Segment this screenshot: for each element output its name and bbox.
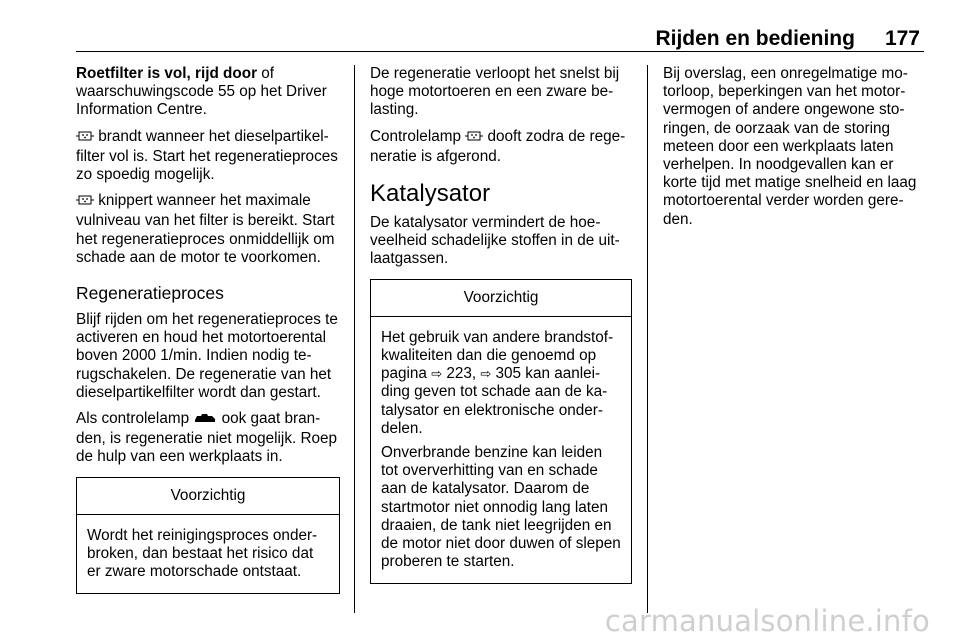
column-2 [370, 65, 632, 584]
header-divider [76, 51, 924, 52]
paragraph-lamp-flashing: knippert wanneer het maximale vulniveau van het filter is bereikt. Start het regeneratieproces onmiddellijk om schade aan de motor te voorkomen. [76, 192, 335, 266]
paragraph-misfire: Bij overslag, een onregelmatige motorloop, beperkingen van het motorvermogen of andere ongewone storingen, de oorzaak van de storing meteen door een werkplaats laten verhelpen. In noodgevallen kan er korte tijd met matige snelheid en laag motortoerental verder worden gereden. [663, 65, 917, 228]
message-text: Roetfilter is vol, rijd door [76, 65, 258, 82]
paragraph-filter-full: Roetfilter is vol, rijd door of waarschuwingscode 55 op het Driver Information Centre. [76, 65, 327, 119]
diesel-particulate-filter-icon [76, 129, 94, 148]
paragraph-engine-lamp: Als controlelamp ook gaat branden, is regeneratie niet mogelijk. Roep de hulp van een werkplaats in. [76, 410, 338, 466]
chapter-title: Rijden en bediening [655, 27, 855, 50]
caution-title: Voorzichtig [371, 280, 631, 317]
section-heading-regeneration: Regeneratieproces [76, 283, 224, 304]
column-3 [663, 65, 925, 237]
caution-box [370, 279, 632, 585]
caution-box [76, 477, 340, 595]
caution-body: Wordt het reinigingsproces onderbroken, dan bestaat het risico dat er zware motorschade ontstaat. [87, 526, 318, 581]
engine-check-icon [193, 411, 217, 430]
page-number: 177 [884, 27, 920, 50]
paragraph-lamp-off: Controlelamp dooft zodra de regeneratie is afgerond. [370, 127, 626, 165]
paragraph-regeneration-speed: De regeneratie verloopt het snelst bij hoge motortoeren en een zware belasting. [370, 65, 620, 119]
caution-body: Het gebruik van andere brandstofkwaliteiten dan die genoemd op pagina ⇨ 223, ⇨ 305 kan aanleiding geven tot schade aan de katalysator en elektronische onderdelen. Onverbrande benzine kan leiden tot oververhitting van en schade aan de katalysator. Daarom de startmotor niet onnodig lang laten draaien, de tank niet leegrijden en de motor niet door duwen of slepen proberen te starten. [381, 328, 621, 571]
page-reference-arrow-icon: ⇨ [431, 366, 443, 382]
paragraph-regeneration: Blijf rijden om het regeneratieproces te activeren en houd het motortoerental boven 2000 1/min. Indien nodig terugschakelen. De regeneratie van het dieselpartikelfilter wordt dan gestart. [76, 311, 338, 401]
caution-title: Voorzichtig [77, 478, 339, 515]
diesel-particulate-filter-icon [76, 193, 94, 212]
column-divider-2 [647, 65, 648, 613]
paragraph-lamp-on: brandt wanneer het dieselpartikelfilter vol is. Start het regeneratieproces zo spoedig mogelijk. [76, 127, 338, 184]
paragraph-catalyst: De katalysator vermindert de hoeveelheid schadelijke stoffen in de uitlaatgassen. [370, 214, 620, 268]
section-heading-catalyst: Katalysator [370, 180, 491, 208]
watermark-text: carmanualsonline.info [604, 604, 930, 638]
page-header [655, 27, 920, 51]
column-1 [76, 65, 340, 594]
page-reference-arrow-icon: ⇨ [480, 366, 492, 382]
diesel-particulate-filter-icon [465, 129, 483, 148]
column-divider-1 [354, 65, 355, 613]
